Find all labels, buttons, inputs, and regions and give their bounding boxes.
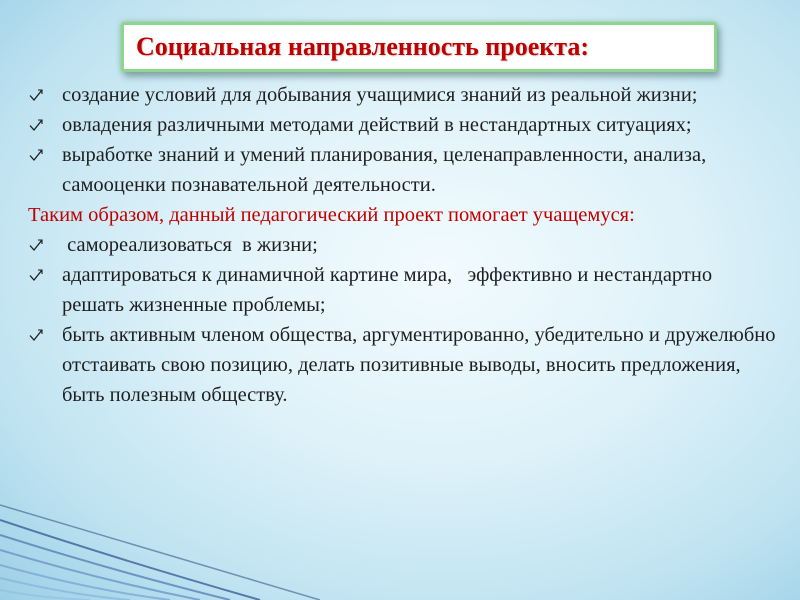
bullet-text: овладения различными методами действий в нестандартных ситуациях; <box>62 114 692 136</box>
bullet-text: адаптироваться к динамичной картине мира, эффективно и нестандартно решать жизненные проблемы; <box>62 264 718 316</box>
bullet-item <box>28 230 778 260</box>
checkmark-arrow-icon <box>28 230 50 260</box>
summary-text: Таким образом, данный педагогический проект помогает учащемуся: <box>28 204 635 226</box>
checkmark-arrow-icon <box>28 80 50 110</box>
checkmark-arrow-icon <box>28 320 50 350</box>
slide-content <box>28 80 778 410</box>
checkmark-arrow-icon <box>28 140 50 170</box>
bullet-text: самореализоваться в жизни; <box>62 234 318 256</box>
bullet-item <box>28 260 778 320</box>
bullet-text: создание условий для добывания учащимися знаний из реальной жизни; <box>62 84 698 106</box>
bullet-text: быть активным членом общества, аргументированно, убедительно и дружелюбно отстаивать свою позицию, делать позитивные выводы, вносить предложения, быть полезным обществу. <box>62 324 776 406</box>
bullet-item <box>28 140 778 200</box>
title-box <box>121 22 717 72</box>
bullet-text: выработке знаний и умений планирования, целенаправленности, анализа, самооценки познавательной деятельности. <box>62 144 707 196</box>
checkmark-arrow-icon <box>28 260 50 290</box>
bullet-item <box>28 110 778 140</box>
slide-title: Социальная направленность проекта: <box>136 32 589 61</box>
checkmark-arrow-icon <box>28 110 50 140</box>
bullet-item <box>28 320 778 410</box>
bullet-item <box>28 80 778 110</box>
decorative-wave-lines <box>0 400 800 600</box>
